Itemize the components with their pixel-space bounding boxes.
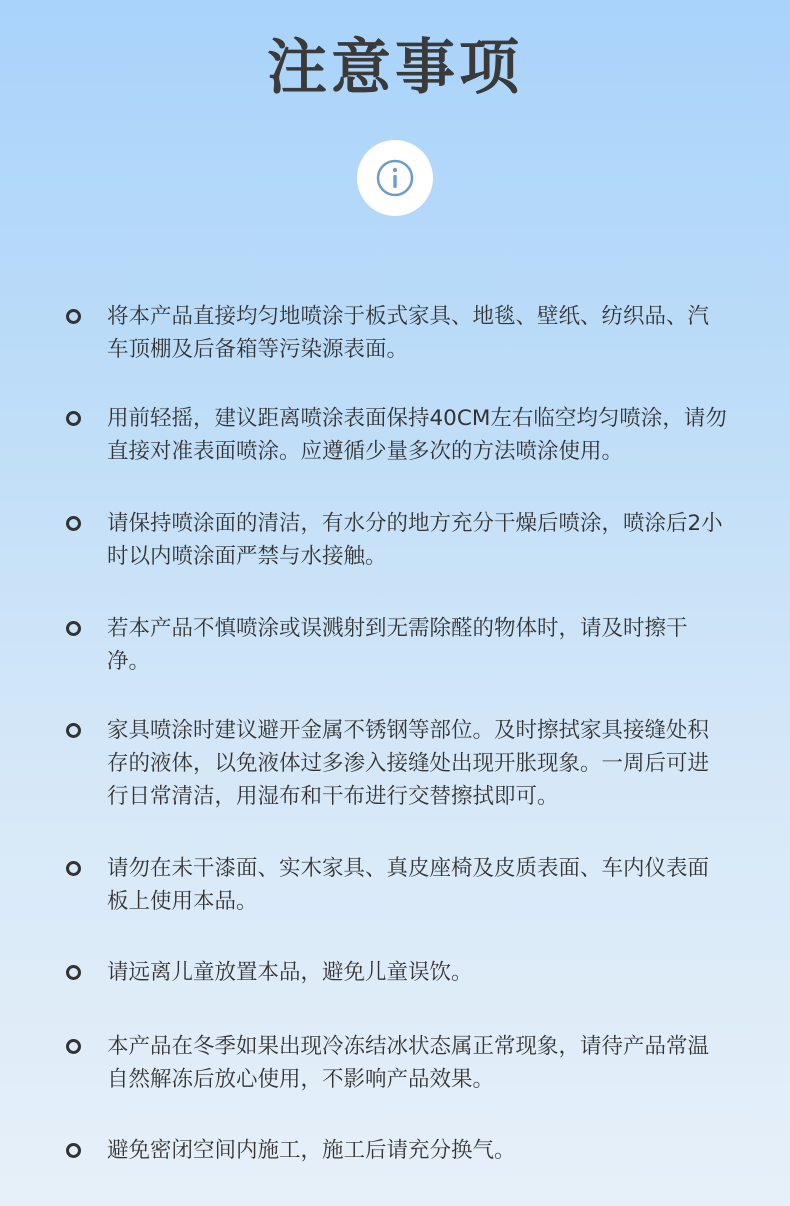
page-title: 注意事项 — [267, 33, 523, 103]
note-text: 将本产品直接均匀地喷涂于板式家具、地毯、壁纸、纺织品、汽车顶棚及后备箱等污染源表面。 — [107, 304, 710, 362]
bullet-icon — [66, 1039, 81, 1054]
note-text: 家具喷涂时建议避开金属不锈钢等部位。及时擦拭家具接缝处积存的液体，以免液体过多渗入接缝处出现开胀现象。一周后可进行日常清洁，用湿布和干布进行交替擦拭即可。 — [107, 718, 710, 809]
note-text: 用前轻摇，建议距离喷涂表面保持40CM左右临空均匀喷涂，请勿直接对准表面喷涂。应遵循少量多次的方法喷涂使用。 — [107, 406, 727, 464]
info-icon — [375, 158, 415, 198]
bullet-icon — [66, 516, 81, 531]
info-badge — [357, 140, 433, 216]
bullet-icon — [66, 1143, 81, 1158]
bullet-icon — [66, 411, 81, 426]
note-text: 请勿在未干漆面、实木家具、真皮座椅及皮质表面、车内仪表面板上使用本品。 — [107, 856, 710, 914]
note-text: 请保持喷涂面的清洁，有水分的地方充分干燥后喷涂，喷涂后2小时以内喷涂面严禁与水接触。 — [107, 511, 723, 569]
bullet-icon — [66, 723, 81, 738]
note-text: 请远离儿童放置本品，避免儿童误饮。 — [107, 960, 473, 985]
bullet-icon — [66, 621, 81, 636]
note-text: 本产品在冬季如果出现冷冻结冰状态属正常现象，请待产品常温自然解冻后放心使用，不影响产品效果。 — [107, 1034, 710, 1092]
bullet-icon — [66, 861, 81, 876]
note-text: 若本产品不慎喷涂或误溅射到无需除醛的物体时，请及时擦干净。 — [107, 616, 688, 674]
bullet-icon — [66, 309, 81, 324]
bullet-icon — [66, 965, 81, 980]
note-text: 避免密闭空间内施工，施工后请充分换气。 — [107, 1138, 516, 1163]
